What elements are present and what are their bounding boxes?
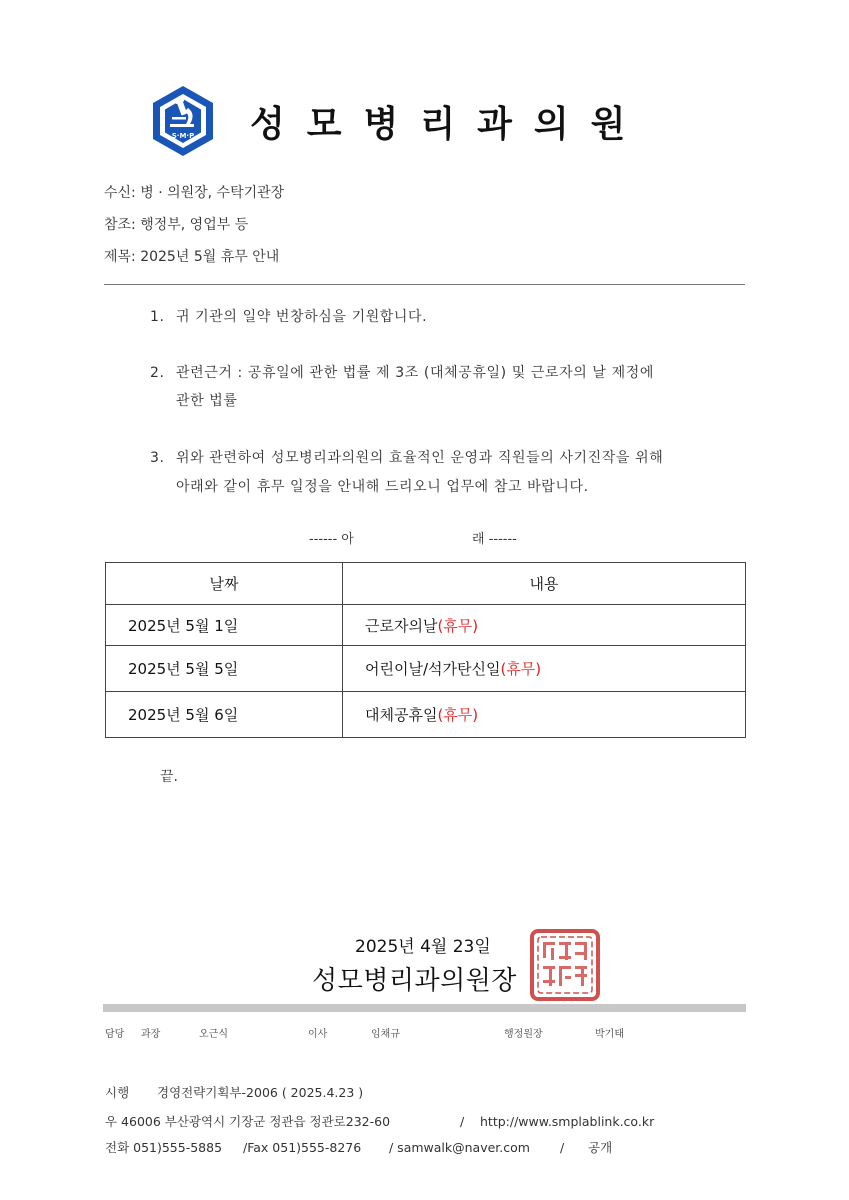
table-row <box>106 605 746 646</box>
address: 우 46006 부산광역시 기장군 정관읍 정관로232-60 <box>105 1114 391 1129</box>
divider <box>104 284 745 285</box>
table-header-date: 날짜 <box>106 563 343 605</box>
paragraph-number: 2. <box>150 365 165 381</box>
disclosure-status: 공개 <box>588 1140 613 1155</box>
table-row <box>106 692 746 738</box>
table-cell-content <box>343 605 746 646</box>
website-link[interactable]: http://www.smplablink.co.kr <box>480 1114 655 1129</box>
phone: 전화 051)555-5885 <box>105 1140 223 1155</box>
approval-name: 박기태 <box>595 1029 624 1040</box>
holiday-name: 대체공휴일 <box>365 706 438 724</box>
paragraph-text: 관련근거 : 공휴일에 관한 법률 제 3조 (대체공휴일) 및 근로자의 날 제정에 <box>176 365 654 381</box>
email-link[interactable]: / samwalk@naver.com <box>389 1140 530 1155</box>
smp-logo <box>150 84 216 158</box>
table-cell-content <box>343 646 746 692</box>
approval-name: 오근식 <box>199 1029 228 1040</box>
paragraph-number: 3. <box>150 450 165 466</box>
approval-role: 과장 <box>141 1029 161 1040</box>
table-cell-date: 2025년 5월 1일 <box>106 605 343 646</box>
reference-line: 참조: 행정부, 영업부 등 <box>104 217 249 233</box>
enforcement-value: 경영전략기획부-2006 ( 2025.4.23 ) <box>157 1085 364 1100</box>
table-cell-date: 2025년 5월 6일 <box>106 692 343 738</box>
holiday-table <box>105 562 746 738</box>
table-header-row <box>106 563 746 605</box>
paragraph-1 <box>150 306 427 326</box>
page-title: 성모병리과의원 <box>250 104 648 145</box>
approval-name: 임채규 <box>371 1029 400 1040</box>
table-row <box>106 646 746 692</box>
paragraph-text: 위와 관련하여 성모병리과의원의 효율적인 운영과 직원들의 사기진작을 위해 <box>176 450 664 466</box>
enforcement-label: 시행 <box>105 1085 130 1100</box>
recipient-line: 수신: 병 · 의원장, 수탁기관장 <box>104 185 285 201</box>
address-line <box>105 1112 654 1130</box>
paragraph-3 <box>150 447 663 467</box>
footer-bar <box>103 1004 746 1012</box>
separator-slash: / <box>560 1140 565 1155</box>
separator-left: ------ 아 <box>309 532 354 547</box>
end-mark: 끝. <box>160 769 178 785</box>
paragraph-text: 귀 기관의 일약 번창하심을 기원합니다. <box>176 309 428 325</box>
signatory-name: 성모병리과의원장 <box>312 966 517 996</box>
holiday-name: 근로자의날 <box>365 616 438 635</box>
table-header-content: 내용 <box>343 563 746 605</box>
official-seal <box>529 928 601 1002</box>
fax: /Fax 051)555-8276 <box>243 1140 362 1155</box>
issue-date: 2025년 4월 23일 <box>355 937 491 957</box>
holiday-tag: (휴무) <box>437 616 479 635</box>
paragraph-3-continued: 아래와 같이 휴무 일정을 안내해 드리오니 업무에 참고 바랍니다. <box>176 479 589 495</box>
subject-line: 제목: 2025년 5월 휴무 안내 <box>104 249 280 265</box>
separator-right: 래 ------ <box>472 532 517 547</box>
table-cell-date: 2025년 5월 5일 <box>106 646 343 692</box>
paragraph-number: 1. <box>150 309 165 325</box>
approval-role: 행정원장 <box>504 1029 543 1040</box>
holiday-tag: (휴무) <box>437 706 479 724</box>
approval-role: 이사 <box>308 1029 328 1040</box>
enforcement-line <box>105 1083 363 1101</box>
holiday-name: 어린이날/석가탄신일 <box>365 660 501 678</box>
contact-line <box>105 1138 612 1156</box>
paragraph-2 <box>150 362 654 382</box>
logo-text: S·M·P <box>171 132 195 140</box>
holiday-tag: (휴무) <box>500 660 542 678</box>
approval-role: 담당 <box>105 1029 125 1040</box>
paragraph-2-continued: 관한 법률 <box>176 393 238 409</box>
separator-slash: / <box>460 1114 465 1129</box>
table-cell-content <box>343 692 746 738</box>
